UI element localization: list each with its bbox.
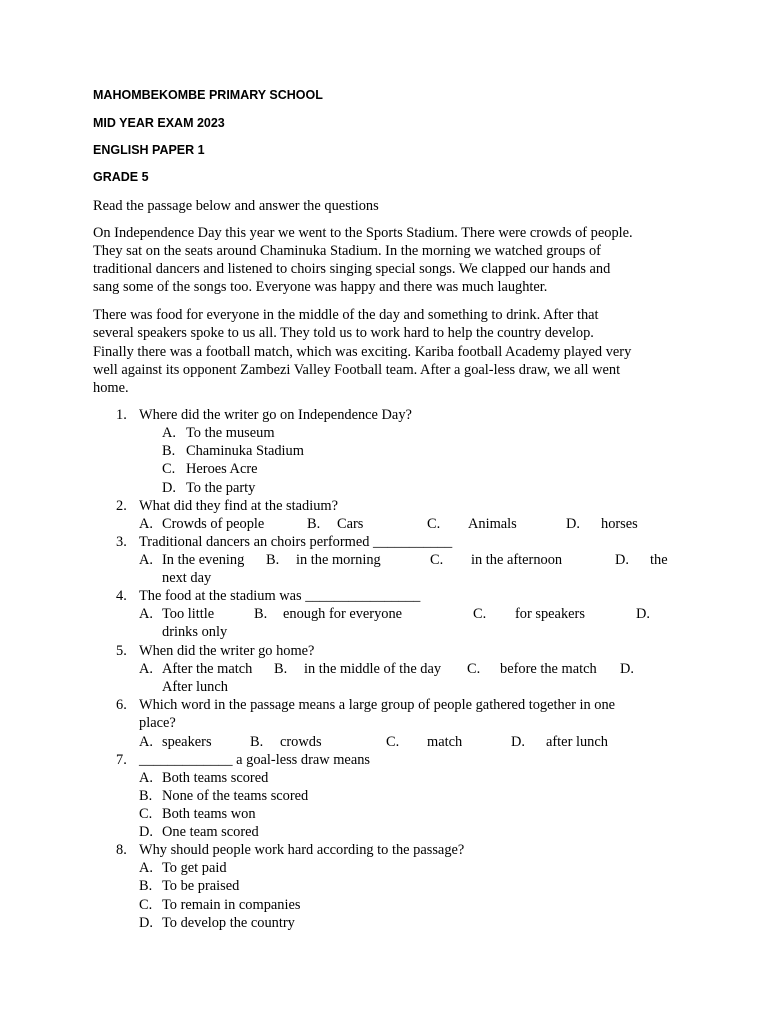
option-letter: A. — [162, 425, 176, 441]
option-letter: D. — [511, 734, 525, 750]
school-name: MAHOMBEKOMBE PRIMARY SCHOOL — [93, 88, 323, 102]
option-text: To remain in companies — [162, 897, 301, 913]
option-text: Crowds of people — [162, 516, 265, 532]
option-letter: D. — [615, 552, 629, 568]
option-text: match — [427, 734, 463, 750]
option-letter: B. — [162, 443, 176, 459]
option-text: None of the teams scored — [162, 788, 309, 804]
option-text: To be praised — [162, 878, 240, 894]
passage-line: They sat on the seats around Chaminuka Stadium. In the morning we watched groups of — [93, 243, 601, 259]
question-text-continued: place? — [139, 715, 176, 731]
option-text: crowds — [280, 734, 322, 750]
question-text: What did they find at the stadium? — [139, 498, 339, 514]
option-text: Animals — [468, 516, 517, 532]
option-letter: B. — [274, 661, 288, 677]
option-letter: D. — [162, 480, 176, 496]
question-number: 7. — [116, 752, 127, 768]
option-letter: C. — [139, 897, 153, 913]
option-letter: D. — [620, 661, 634, 677]
option-letter: A. — [139, 661, 153, 677]
option-letter: B. — [254, 606, 268, 622]
passage-line: sang some of the songs too. Everyone was happy and there was much laughter. — [93, 279, 548, 295]
option-letter: B. — [250, 734, 264, 750]
option-letter: A. — [139, 552, 153, 568]
option-letter: D. — [566, 516, 580, 532]
option-text: before the match — [500, 661, 597, 677]
option-text: After the match — [162, 661, 253, 677]
option-text: Chaminuka Stadium — [186, 443, 304, 459]
option-letter: B. — [266, 552, 280, 568]
option-text: horses — [601, 516, 638, 532]
option-letter: A. — [139, 606, 153, 622]
passage-line: home. — [93, 380, 129, 396]
question-number: 1. — [116, 407, 127, 423]
question-number: 2. — [116, 498, 127, 514]
option-text: enough for everyone — [283, 606, 403, 622]
question-text: Why should people work hard according to the passage? — [139, 842, 465, 858]
passage-line: Finally there was a football match, which was exciting. Kariba football Academy played very — [93, 344, 632, 360]
option-letter: D. — [139, 915, 153, 931]
option-text: Both teams scored — [162, 770, 269, 786]
option-text-continued: next day — [162, 570, 212, 586]
option-text: To the museum — [186, 425, 275, 441]
option-text: the — [650, 552, 668, 568]
option-text: Cars — [337, 516, 364, 532]
question-number: 4. — [116, 588, 127, 604]
option-text: for speakers — [515, 606, 585, 622]
question-text: _____________ a goal-less draw means — [139, 752, 371, 768]
paper-title: ENGLISH PAPER 1 — [93, 143, 205, 157]
exam-title: MID YEAR EXAM 2023 — [93, 116, 225, 130]
passage-line: There was food for everyone in the middle of the day and something to drink. After that — [93, 307, 599, 323]
option-text: To get paid — [162, 860, 227, 876]
question-text: The food at the stadium was ________________ — [139, 588, 421, 604]
option-letter: B. — [139, 788, 153, 804]
option-text: Too little — [162, 606, 215, 622]
option-letter: C. — [467, 661, 481, 677]
passage-line: well against its opponent Zambezi Valley Football team. After a goal-less draw, we all went — [93, 362, 621, 378]
question-text: Traditional dancers an choirs performed ___________ — [139, 534, 453, 550]
option-text: after lunch — [546, 734, 608, 750]
option-letter: D. — [139, 824, 153, 840]
option-text: Heroes Acre — [186, 461, 258, 477]
option-letter: A. — [139, 860, 153, 876]
option-text: speakers — [162, 734, 212, 750]
option-letter: C. — [139, 806, 153, 822]
passage-line: On Independence Day this year we went to the Sports Stadium. There were crowds of people. — [93, 225, 633, 241]
option-letter: B. — [307, 516, 321, 532]
option-letter: A. — [139, 516, 153, 532]
question-number: 5. — [116, 643, 127, 659]
option-text: To the party — [186, 480, 256, 496]
question-text: Which word in the passage means a large group of people gathered together in one — [139, 697, 616, 713]
question-number: 6. — [116, 697, 127, 713]
option-letter: B. — [139, 878, 153, 894]
instruction: Read the passage below and answer the questions — [93, 198, 379, 214]
option-letter: A. — [139, 770, 153, 786]
option-text-continued: drinks only — [162, 624, 228, 640]
question-text: When did the writer go home? — [139, 643, 315, 659]
option-letter: D. — [636, 606, 650, 622]
question-text: Where did the writer go on Independence Day? — [139, 407, 412, 423]
option-text: in the morning — [296, 552, 381, 568]
question-number: 3. — [116, 534, 127, 550]
option-letter: C. — [473, 606, 487, 622]
option-text: in the middle of the day — [304, 661, 442, 677]
grade-label: GRADE 5 — [93, 170, 149, 184]
option-text: To develop the country — [162, 915, 295, 931]
option-text-continued: After lunch — [162, 679, 228, 695]
option-letter: C. — [430, 552, 444, 568]
option-letter: C. — [162, 461, 176, 477]
option-text: Both teams won — [162, 806, 256, 822]
question-number: 8. — [116, 842, 127, 858]
passage-line: traditional dancers and listened to choirs singing special songs. We clapped our hands and — [93, 261, 611, 277]
option-text: In the evening — [162, 552, 245, 568]
option-letter: C. — [427, 516, 441, 532]
option-letter: C. — [386, 734, 400, 750]
option-letter: A. — [139, 734, 153, 750]
option-text: in the afternoon — [471, 552, 563, 568]
option-text: One team scored — [162, 824, 259, 840]
passage-line: several speakers spoke to us all. They told us to work hard to help the country develop. — [93, 325, 594, 341]
